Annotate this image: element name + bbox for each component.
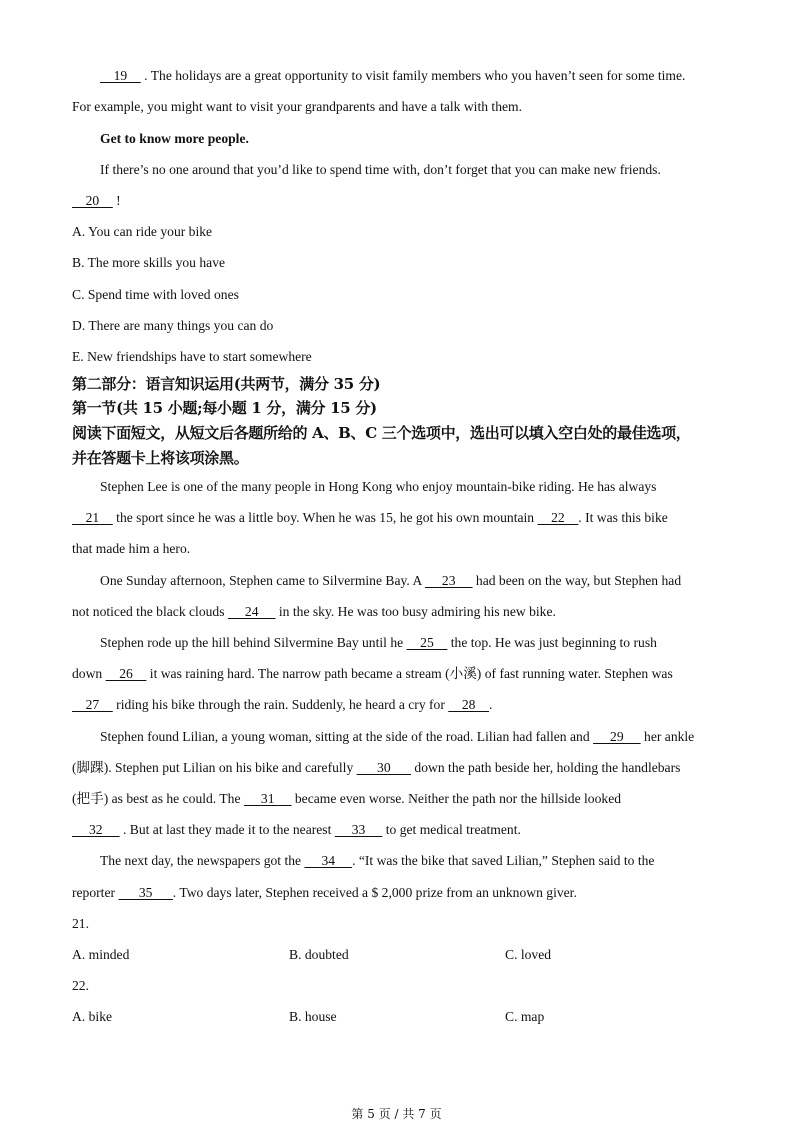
text-line (100, 728, 694, 746)
text-segment: ! (112, 193, 121, 208)
answer-blank: 32 (72, 822, 120, 837)
answer-option: A. bike (72, 1009, 113, 1024)
text-segment: it was raining hard. The narrow path became a stream (小溪) of fast running water. Stephen was (146, 666, 673, 681)
answer-option: C. loved (505, 947, 552, 962)
text-segment: 第二部分：语言知识运用(共两节，满分 35 分) (72, 375, 381, 393)
text-segment: . The holidays are a great opportunity to visit family members who you haven’t seen for some time. (140, 68, 686, 83)
answer-blank: 25 (406, 635, 448, 650)
text-segment: If there’s no one around that you’d like to spend time with, don’t forget that you can make new friends. (100, 162, 661, 177)
answer-blank: 30 (356, 760, 412, 775)
text-segment: 并在答题卡上将该项涂黑。 (72, 449, 249, 467)
answer-blank: 21 (72, 510, 113, 525)
text-segment: had been on the way, but Stephen had (472, 573, 682, 588)
text-line (72, 192, 121, 210)
answer-blank: 29 (593, 729, 641, 744)
answer-blank: 26 (105, 666, 147, 681)
text-segment: became even worse. Neither the path nor the hillside looked (291, 791, 622, 806)
text-line (72, 286, 239, 304)
text-segment: Stephen Lee is one of the many people in Hong Kong who enjoy mountain-bike riding. He has always (100, 479, 657, 494)
answer-blank: 27 (72, 697, 113, 712)
answer-blank: 24 (227, 604, 276, 619)
text-line (72, 540, 190, 558)
text-line (72, 254, 225, 272)
text-line (100, 852, 654, 870)
question-number: 21. (72, 916, 89, 931)
text-segment: E. New friendships have to start somewhere (72, 349, 312, 364)
text-line (72, 317, 273, 335)
text-segment: that made him a hero. (72, 541, 191, 556)
text-line (72, 603, 556, 621)
text-segment: B. The more skills you have (72, 255, 226, 270)
text-segment: her ankle (640, 729, 695, 744)
text-line (72, 665, 673, 683)
question-number: 22. (72, 978, 89, 993)
text-segment: not noticed the black clouds (72, 604, 228, 619)
text-line (72, 884, 577, 902)
answer-blank: 20 (72, 193, 113, 208)
answer-blank: 23 (424, 573, 473, 588)
answer-option: C. map (505, 1009, 545, 1024)
text-segment: to get medical treatment. (382, 822, 521, 837)
text-segment: in the sky. He was too busy admiring his new bike. (275, 604, 556, 619)
text-line (100, 130, 249, 148)
text-segment: . It was this bike (578, 510, 668, 525)
text-segment: . Two days later, Stephen received a $ 2,000 prize from an unknown giver. (172, 885, 577, 900)
text-line (72, 424, 691, 442)
text-line (100, 161, 661, 179)
text-line (100, 572, 681, 590)
text-segment: C. Spend time with loved ones (72, 287, 239, 302)
text-line (72, 399, 377, 417)
text-line (72, 375, 380, 393)
text-segment: the top. He was just beginning to rush (447, 635, 657, 650)
text-segment: One Sunday afternoon, Stephen came to Silvermine Bay. A (100, 573, 425, 588)
answer-blank: 19 (100, 68, 141, 83)
text-line (72, 790, 621, 808)
page-footer: 第 5 页 / 共 7 页 (351, 1107, 442, 1121)
text-segment: . But at last they made it to the nearest (119, 822, 335, 837)
answer-blank: 31 (243, 791, 292, 806)
text-segment: Stephen found Lilian, a young woman, sitting at the side of the road. Lilian had fallen and (100, 729, 594, 744)
text-line (72, 509, 668, 527)
text-segment: 第一节(共 15 小题;每小题 1 分，满分 15 分) (72, 399, 377, 417)
answer-blank: 35 (118, 885, 173, 900)
text-segment: Get to know more people. (100, 131, 249, 146)
text-segment: The next day, the newspapers got the (100, 853, 305, 868)
text-segment: reporter (72, 885, 119, 900)
text-line (100, 634, 657, 652)
answer-option: B. doubted (289, 947, 349, 962)
text-segment: For example, you might want to visit your grandparents and have a talk with them. (72, 99, 523, 114)
text-segment: A. You can ride your bike (72, 224, 213, 239)
answer-blank: 28 (448, 697, 490, 712)
answer-blank: 22 (537, 510, 579, 525)
text-line (72, 223, 212, 241)
text-segment: . (489, 697, 493, 712)
text-line (72, 449, 248, 467)
text-segment: riding his bike through the rain. Suddenly, he heard a cry for (112, 697, 449, 712)
text-line (72, 759, 680, 777)
text-line (100, 67, 685, 85)
text-segment: Stephen rode up the hill behind Silvermine Bay until he (100, 635, 407, 650)
text-line (72, 348, 312, 366)
text-line (72, 98, 522, 116)
answer-blank: 33 (334, 822, 383, 837)
text-segment: (把手) as best as he could. The (72, 791, 244, 806)
answer-option: A. minded (72, 947, 130, 962)
answer-option: B. house (289, 1009, 337, 1024)
text-segment: . “It was the bike that saved Lilian,” Stephen said to the (352, 853, 655, 868)
text-segment: the sport since he was a little boy. When he was 15, he got his own mountain (112, 510, 538, 525)
text-segment: D. There are many things you can do (72, 318, 274, 333)
text-segment: (脚踝). Stephen put Lilian on his bike and carefully (72, 760, 357, 775)
text-line (100, 478, 656, 496)
text-line (72, 696, 492, 714)
text-segment: 阅读下面短文，从短文后各题所给的 A、B、C 三个选项中，选出可以填入空白处的最佳选项， (72, 424, 691, 442)
text-line (72, 821, 521, 839)
text-segment: down the path beside her, holding the handlebars (411, 760, 681, 775)
text-segment: down (72, 666, 106, 681)
answer-blank: 34 (304, 853, 353, 868)
